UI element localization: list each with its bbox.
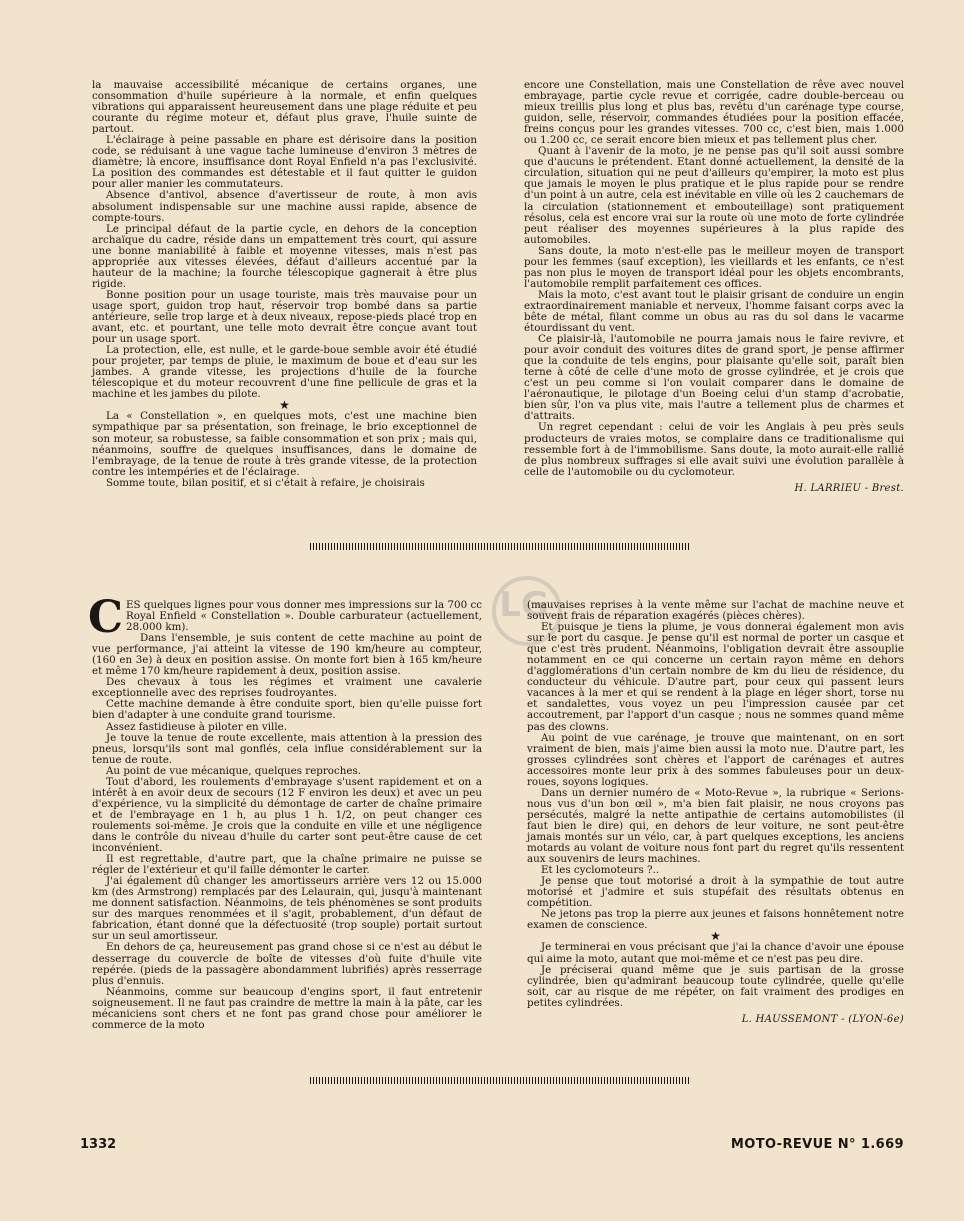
paragraph: Je préciserai quand même que je suis partisan de la grosse cylindrée, bien qu'admirant beaucoup toute cylindrée, quelle qu'elle soit, car au risque de me répéter, on fait vraiment des prodiges en petites cylindrées. [527, 963, 904, 1009]
paragraph: Dans l'ensemble, je suis content de cette machine au point de vue performance, j'ai atteint la vitesse de 190 km/heure au compteur, (160 en 3e) à deux en position assise. On monte fort bien à 165 km/heure et même 170 km/heure rapidement à deux, position assise. [92, 632, 482, 678]
paragraph: La « Constellation », en quelques mots, c'est une machine bien sympathique par sa présentation, son freinage, le brio exceptionnel de son moteur, sa robustesse, sa faible consommation et son prix ; mais qui, néanmoins, souffre de quelques insuffisances, dans le domaine de l'embrayage, de la tenue de route à très grande vitesse, de la protection contre les intempéries et de l'éclairage. [92, 410, 477, 478]
star-separator: ★ [279, 398, 290, 413]
lead-text: ES quelques lignes pour vous donner mes impressions sur la 700 cc Royal Enfield « Constellation ». Double carburateur (actuellement, 28.000 km). [126, 599, 482, 634]
paragraph: Assez fastidieuse à piloter en ville. [106, 720, 287, 733]
paragraph: la mauvaise accessibilité mécanique de certains organes, une consommation d'huile supérieure à la normale, et enfin quelques vibrations qui apparaissent heureusement dans une plage réduite et peu courante du régime moteur et, défaut plus grave, l'huile suinte de partout. [92, 79, 477, 136]
paragraph: Cette machine demande à être conduite sport, bien qu'elle puisse fort bien d'adapter à une conduite grand tourisme. [92, 698, 482, 722]
star-separator: ★ [710, 929, 721, 944]
paragraph: Mais la moto, c'est avant tout le plaisir grisant de conduire un engin extraordinairement maniable et nerveux, l'homme faisant corps avec la bête de métal, filant comme un obus au ras du sol dans le vacarme étourdissant du vent. [524, 288, 904, 335]
paragraph: Le principal défaut de la partie cycle, en dehors de la conception archaïque du cadre, réside dans un empattement très court, qui assure une bonne maniabilité à faible et moyenne vitesses, mais n'est pas appropriée aux vitesses élevées, défaut d'ailleurs accentué par la hauteur de la machine; la fourche télescopique gagnerait à être plus rigide. [92, 222, 477, 290]
paragraph: Et puisque je tiens la plume, je vous donnerai également mon avis sur le port du casque. Je pense qu'il est normal de porter un casque et que c'est très prudent. Néanmoins, l'obligation devrait être assouplie notamment en ce qui concerne un certain rayon même en dehors d'agglomérations d'un certain nombre de km du lieu de résidence, du conducteur du véhicule. D'autre part, pour ceux qui passent leurs vacances à la mer et qui se rendent à la plage en léger short, torse nu et sandalettes, vous voyez un peu l'impression causée par cet accoutrement, par l'apport d'un casque ; nous ne sommes quand même pas des clowns. [527, 621, 904, 733]
paragraph: Quant à l'avenir de la moto, je ne pense pas qu'il soit aussi sombre que d'aucuns le prétendent. Etant donné actuellement, la densité de la circulation, situation qui ne peut d'ailleurs qu'empirer, la moto est plus que jamais le moyen le plus pratique et le plus rapide pour se rendre d'un point à un autre, cela est inévitable en ville où les 2 cauchemars de la circulation (stationnement et embouteillage) sont pratiquement résolus, cela est encore vrai sur la route où une moto de forte cylindrée peut réaliser des moyennes supérieures à la plus rapide des automobiles. [524, 145, 904, 246]
paragraph: Des chevaux à tous les régimes et vraiment une cavalerie exceptionnelle avec des reprises foudroyantes. [92, 676, 482, 700]
paragraph: Je terminerai en vous précisant que j'ai la chance d'avoir une épouse qui aime la moto, autant que moi-même et ce n'est pas peu dire. [527, 941, 904, 965]
article-column-2 [524, 80, 904, 500]
paragraph: (mauvaises reprises à la vente même sur l'achat de machine neuve et souvent frais de réparation exagérés (pièces chères). [527, 599, 904, 623]
divider-rule [310, 1077, 690, 1084]
paragraph: Et les cyclomoteurs ?.. [541, 864, 660, 877]
signature: H. LARRIEU - Brest. [794, 482, 904, 494]
drop-cap: C [88, 592, 124, 643]
paragraph: Néanmoins, comme sur beaucoup d'engins sport, il faut entretenir soigneusement. Il ne faut pas craindre de mettre la main à la pâte, car les mécaniciens sont chers et ne font pas grand chose pour améliorer le commerce de la moto [92, 985, 482, 1031]
paragraph: Sans doute, la moto n'est-elle pas le meilleur moyen de transport pour les femmes (sauf exception), les vieillards et les enfants, ce n'est pas non plus le moyen de transport idéal pour les objets encombrants, l'automobile remplit parfaitement ces offices. [524, 244, 904, 290]
article-column-3 [88, 592, 482, 1080]
paragraph: L'éclairage à peine passable en phare est dérisoire dans la position code, se réduisant à une vague tache lumineuse d'environ 3 mètres de diamètre; là encore, insuffisance dont Royal Enfield n'a pas l'exclusivité. La position des commandes est détestable et il faut quitter le guidon pour aller manier les commutateurs. [92, 134, 477, 191]
paragraph: La protection, elle, est nulle, et le garde-boue semble avoir été étudié pour projeter, par temps de pluie, le maximum de boue et d'eau sur les jambes. A grande vitesse, les projections d'huile de la fourche télescopique et du moteur recouvrent d'une fine pellicule de gras et la machine et les jambes du pilote. [92, 344, 477, 401]
paragraph: Je pense que tout motorisé a droit à la sympathie de tout autre motorisé et j'admire et suis stupéfait des résultats obtenus en compétition. [527, 875, 904, 910]
divider-rule [310, 543, 690, 550]
paragraph: Dans un dernier numéro de « Moto-Revue », la rubrique « Serions-nous vus d'un bon œil », m'a bien fait plaisir, ne nous croyons pas persécutés, malgré la nette antipathie de certains automobilistes (il faut bien le dire) qui, en dehors de leur voiture, ne sont peut-être jamais montés sur un vélo, car, à part quelques exceptions, les anciens motards au volant de voiture nous font part du regret qu'ils ressentent aux souvenirs de leurs machines. [527, 786, 904, 866]
paragraph: Au point de vue mécanique, quelques reproches. [106, 764, 362, 777]
watermark-text: LG [499, 585, 549, 625]
paragraph: J'ai également dû changer les amortisseurs arrière vers 12 ou 15.000 km (des Armstrong) remplacés par des Lelaurain, qui, jusqu'à maintenant me donnent satisfaction. Néanmoins, de tels phénomènes se sont produits sur des marques renommées et il s'agit, probablement, d'un défaut de fabrication, étant donné que la défectuosité (trop souple) portait surtout sur un seul amortisseur. [92, 875, 482, 943]
paragraph: Absence d'antivol, absence d'avertisseur de route, à mon avis absolument indispensable sur une machine aussi rapide, absence de compte-tours. [92, 189, 477, 224]
signature: L. HAUSSEMONT - (LYON-6e) [741, 1013, 904, 1025]
article-column-1 [92, 80, 477, 520]
page-number: 1332 [80, 1137, 117, 1152]
paragraph: encore une Constellation, mais une Constellation de rêve avec nouvel embrayage, partie cycle revue et corrigée, cadre double-berceau ou mieux treillis plus long et plus bas, revêtu d'un carénage type course, guidon, selle, réservoir, commandes étudiées pour la position effacée, freins conçus pour les grandes vitesses. 700 cc, c'est bien, mais 1.000 ou 1.200 cc, ce serait encore bien mieux et pas tellement plus cher. [524, 79, 904, 147]
paragraph: Somme toute, bilan positif, et si c'était à refaire, je choisirais [106, 476, 425, 489]
paragraph: Il est regrettable, d'autre part, que la chaîne primaire ne puisse se régler de l'extérieur et qu'il faille démonter le carter. [92, 853, 482, 877]
paragraph: Ne jetons pas trop la pierre aux jeunes et faisons honnêtement notre examen de conscience. [527, 908, 904, 932]
paragraph: Au point de vue carénage, je trouve que maintenant, on en sort vraiment de bien, mais j'aime bien aussi la moto nue. D'autre part, les grosses cylindrées sont chères et l'apport de carénages et autres accessoires monte leur prix à des sommes fabuleuses pour un deux-roues, soyons logiques. [527, 731, 904, 788]
paragraph: Ce plaisir-là, l'automobile ne pourra jamais nous le faire revivre, et pour avoir conduit des voitures dites de grand sport, je pense affirmer que la conduite de tels engins, pour plaisante qu'elle soit, paraît bien terne à côté de celle d'une moto de grosse cylindrée, et je crois que c'est un peu comme si l'on voulait comparer dans le domaine de l'aéronautique, le pilotage d'un Boeing celui d'un stamp d'acrobatie, bien sûr, l'on va plus vite, mais l'autre a tellement plus de charmes et d'attraits. [524, 333, 904, 423]
paragraph: Bonne position pour un usage touriste, mais très mauvaise pour un usage sport, guidon trop haut, réservoir trop bombé dans sa partie antérieure, selle trop large et à deux niveaux, repose-pieds placé trop en avant, etc. et pourtant, une telle moto devrait être conçue avant tout pour un usage sport. [92, 288, 477, 346]
paragraph: Je touve la tenue de route excellente, mais attention à la pression des pneus, lorsqu'ils sont mal gonflés, cela influe considérablement sur la tenue de route. [92, 731, 482, 766]
paragraph: Un regret cependant : celui de voir les Anglais à peu près seuls producteurs de vraies motos, se complaire dans ce traditionalisme qui ressemble fort à de l'immobilisme. Sans doute, la moto aurait-elle rallié de plus nombreux suffrages si elle avait suivi une évolution parallèle à celle de l'automobile ou du cyclomoteur. [524, 421, 904, 478]
paragraph: Tout d'abord, les roulements d'embrayage s'usent rapidement et on a intérêt à en avoir deux de secours (12 F environ les deux) et avec un peu d'expérience, vu la simplicité du démontage de carter de chaîne primaire et de l'embrayage en 1 h, au plus 1 h. 1/2, on peut changer ces roulements soi-même. Je crois que la conduite en ville et une négligence dans le contrôle du niveau d'huile du carter sont peut-être cause de cet inconvénient. [92, 775, 482, 855]
paragraph: En dehors de ça, heureusement pas grand chose si ce n'est au début le desserrage du couvercle de boîte de vitesses d'où fuite d'huile vite repérée. (pieds de la passagère abondamment lubrifiés) après resserrage plus d'ennuis. [92, 941, 482, 987]
paragraph-lead [88, 592, 482, 643]
article-column-4 [527, 599, 904, 1025]
journal-issue: MOTO-REVUE N° 1.669 [730, 1137, 904, 1152]
